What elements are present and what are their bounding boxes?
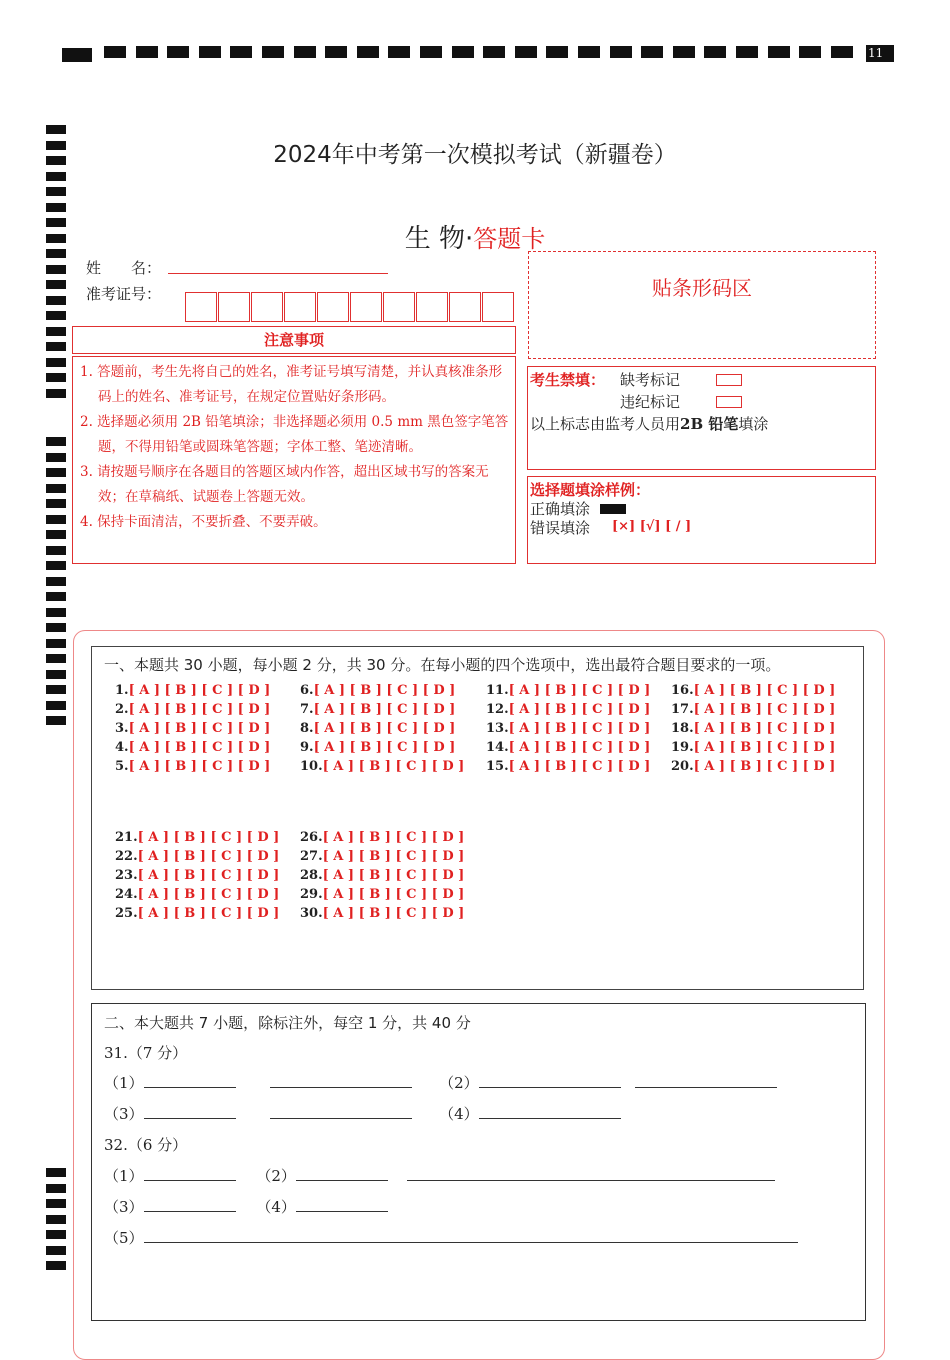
wrong-marks: [×] [√] [ / ] <box>612 519 692 534</box>
answer-blank[interactable] <box>479 1104 621 1119</box>
timing-mark <box>46 373 66 382</box>
timing-mark <box>46 203 66 212</box>
question-row[interactable] <box>300 681 464 700</box>
question-row[interactable] <box>300 847 464 866</box>
question-row[interactable] <box>671 700 835 719</box>
question-row[interactable] <box>486 681 650 700</box>
violation-label: 违纪标记 <box>620 393 681 411</box>
section2-box <box>91 1003 866 1321</box>
timing-mark <box>62 48 92 62</box>
timing-mark <box>673 46 695 58</box>
answer-blank[interactable] <box>270 1073 412 1088</box>
timing-mark <box>46 623 66 632</box>
question-number: 18. <box>671 721 694 736</box>
answer-options[interactable]: [ A ] [ B ] [ C ] [ D ] <box>508 721 651 736</box>
answer-blank[interactable] <box>270 1104 412 1119</box>
q32-row3 <box>104 1227 798 1248</box>
question-number: 15. <box>486 759 509 774</box>
timing-mark <box>641 46 663 58</box>
question-number: 8. <box>300 721 314 736</box>
answer-blank[interactable] <box>144 1166 236 1181</box>
question-row[interactable] <box>115 719 270 738</box>
question-column <box>671 681 835 776</box>
timing-mark <box>483 46 505 58</box>
timing-mark <box>46 484 66 493</box>
question-row[interactable] <box>300 904 464 923</box>
question-number: 6. <box>300 683 314 698</box>
timing-mark <box>262 46 284 58</box>
answer-options[interactable]: [ A ] [ B ] [ C ] [ D ] <box>137 887 280 902</box>
answer-options[interactable]: [ A ] [ B ] [ C ] [ D ] <box>137 830 280 845</box>
question-row[interactable] <box>671 681 835 700</box>
question-number: 26. <box>300 830 323 845</box>
question-row[interactable] <box>486 700 650 719</box>
answer-options[interactable]: [ A ] [ B ] [ C ] [ D ] <box>693 721 836 736</box>
id-digit-cell[interactable] <box>251 292 283 322</box>
timing-mark <box>388 46 410 58</box>
question-number: 20. <box>671 759 694 774</box>
q31-row1 <box>104 1072 777 1093</box>
answer-blank[interactable] <box>407 1166 775 1181</box>
id-digit-cell[interactable] <box>383 292 415 322</box>
question-number: 27. <box>300 849 323 864</box>
question-number: 9. <box>300 740 314 755</box>
part-label: （5） <box>104 1229 144 1247</box>
timing-mark <box>136 46 158 58</box>
timing-mark <box>452 46 474 58</box>
question-row[interactable] <box>671 757 835 776</box>
question-row[interactable] <box>300 885 464 904</box>
q32-label: 32.（6 分） <box>104 1136 188 1154</box>
timing-mark <box>46 685 66 694</box>
question-number: 17. <box>671 702 694 717</box>
question-row[interactable] <box>115 828 279 847</box>
id-digit-cell[interactable] <box>317 292 349 322</box>
answer-blank[interactable] <box>296 1197 388 1212</box>
part-label: （4） <box>439 1105 479 1123</box>
forbid-note-text: 以上标志由监考人员用 <box>530 415 681 433</box>
timing-mark <box>46 1168 66 1177</box>
question-row[interactable] <box>671 719 835 738</box>
question-number: 11. <box>486 683 509 698</box>
question-column <box>486 681 650 776</box>
timing-mark <box>46 1261 66 1270</box>
question-number: 7. <box>300 702 314 717</box>
q31-row2 <box>104 1103 621 1124</box>
notes-title-box <box>72 326 516 354</box>
timing-mark <box>46 1184 66 1193</box>
answer-blank[interactable] <box>296 1166 388 1181</box>
answer-options[interactable]: [ A ] [ B ] [ C ] [ D ] <box>693 740 836 755</box>
note-item: 2. 选择题必须用 2B 铅笔填涂；非选择题必须用 0.5 mm 黑色签字笔答题，不得用铅笔或圆珠笔答题；字体工整、笔迹清晰。 <box>80 414 509 455</box>
id-digit-cell[interactable] <box>350 292 382 322</box>
answer-options[interactable]: [ A ] [ B ] [ C ] [ D ] <box>322 906 465 921</box>
answer-options[interactable]: [ A ] [ B ] [ C ] [ D ] <box>508 702 651 717</box>
timing-mark <box>46 592 66 601</box>
part-label: （3） <box>104 1105 144 1123</box>
question-number: 16. <box>671 683 694 698</box>
question-number: 28. <box>300 868 323 883</box>
correct-fill-sample <box>600 504 626 514</box>
name-field[interactable] <box>168 273 388 274</box>
timing-mark <box>799 46 821 58</box>
timing-mark <box>736 46 758 58</box>
correct-label: 正确填涂 <box>530 500 591 518</box>
note-item: 1. 答题前，考生先将自己的姓名，准考证号填写清楚，并认真核准条形码上的姓名、准考证号，在规定位置贴好条形码。 <box>80 364 503 405</box>
answer-options[interactable]: [ A ] [ B ] [ C ] [ D ] <box>128 683 271 698</box>
timing-mark <box>46 654 66 663</box>
forbid-note-end: 填涂 <box>738 415 769 433</box>
part-label: （3） <box>104 1198 144 1216</box>
question-row[interactable] <box>115 681 270 700</box>
id-label: 准考证号： <box>86 285 162 303</box>
question-number: 30. <box>300 906 323 921</box>
answer-blank[interactable] <box>479 1073 621 1088</box>
absent-label: 缺考标记 <box>620 371 681 389</box>
wrong-label: 错误填涂 <box>530 519 591 537</box>
question-row[interactable] <box>486 757 650 776</box>
question-number: 13. <box>486 721 509 736</box>
timing-mark <box>46 1230 66 1239</box>
timing-mark <box>46 515 66 524</box>
section1-header: 一、本题共 30 小题，每小题 2 分，共 30 分。在每小题的四个选项中，选出最符合题目要求的一项。 <box>104 656 781 674</box>
notes-list <box>80 360 514 535</box>
question-number: 1. <box>115 683 129 698</box>
card-label: 答题卡 <box>473 225 546 253</box>
question-number: 10. <box>300 759 323 774</box>
question-number: 25. <box>115 906 138 921</box>
forbid-note <box>530 413 768 434</box>
forbid-label: 考生禁填： <box>530 371 606 389</box>
answer-blank[interactable] <box>144 1073 236 1088</box>
timing-mark <box>46 639 66 648</box>
part-label: （2） <box>256 1167 296 1185</box>
question-number: 5. <box>115 759 129 774</box>
id-digit-cell[interactable] <box>284 292 316 322</box>
part-label: （4） <box>256 1198 296 1216</box>
timing-mark <box>546 46 568 58</box>
question-column <box>115 828 279 923</box>
exam-title: 2024年中考第一次模拟考试（新疆卷） <box>273 142 677 168</box>
answer-options[interactable]: [ A ] [ B ] [ C ] [ D ] <box>508 740 651 755</box>
timing-mark <box>104 46 126 58</box>
answer-options[interactable]: [ A ] [ B ] [ C ] [ D ] <box>313 702 456 717</box>
subject-separator: · <box>465 224 474 254</box>
question-number: 4. <box>115 740 129 755</box>
timing-mark <box>46 187 66 196</box>
side-timing-marks-lower <box>46 1168 66 1277</box>
part-label: （1） <box>104 1167 144 1185</box>
timing-mark <box>199 46 221 58</box>
timing-mark <box>46 716 66 725</box>
question-row[interactable] <box>300 738 464 757</box>
q32-row2 <box>104 1196 388 1217</box>
question-number: 22. <box>115 849 138 864</box>
timing-mark <box>167 46 189 58</box>
answer-options[interactable]: [ A ] [ B ] [ C ] [ D ] <box>313 683 456 698</box>
name-label: 姓 名： <box>86 259 162 277</box>
timing-mark <box>230 46 252 58</box>
timing-mark <box>46 437 66 446</box>
question-row[interactable] <box>671 738 835 757</box>
timing-mark <box>46 1215 66 1224</box>
id-digit-cell[interactable] <box>482 292 514 322</box>
timing-mark <box>46 670 66 679</box>
barcode-label: 贴条形码区 <box>652 276 752 300</box>
top-timing-marks <box>62 46 902 62</box>
timing-mark <box>46 530 66 539</box>
timing-mark <box>831 46 853 58</box>
timing-mark <box>768 46 790 58</box>
barcode-area[interactable] <box>528 251 876 359</box>
question-row[interactable] <box>300 828 464 847</box>
side-timing-marks-middle <box>46 437 66 732</box>
id-digit-cell[interactable] <box>449 292 481 322</box>
timing-mark <box>46 453 66 462</box>
question-row[interactable] <box>300 757 464 776</box>
timing-mark <box>515 46 537 58</box>
answer-options[interactable]: [ A ] [ B ] [ C ] [ D ] <box>137 906 280 921</box>
id-digit-cell[interactable] <box>416 292 448 322</box>
timing-mark <box>46 265 66 274</box>
question-row[interactable] <box>115 700 270 719</box>
answer-blank[interactable] <box>144 1104 236 1119</box>
answer-options[interactable]: [ A ] [ B ] [ C ] [ D ] <box>322 830 465 845</box>
timing-mark <box>610 46 632 58</box>
timing-mark <box>420 46 442 58</box>
question-row[interactable] <box>300 719 464 738</box>
question-number: 23. <box>115 868 138 883</box>
sample-label: 选择题填涂样例： <box>530 481 651 499</box>
question-number: 21. <box>115 830 138 845</box>
answer-options[interactable]: [ A ] [ B ] [ C ] [ D ] <box>128 759 271 774</box>
note-item: 3. 请按题号顺序在各题目的答题区域内作答，超出区域书写的答案无效；在草稿纸、试题卷上答题无效。 <box>80 464 489 505</box>
page-number: 11 <box>866 45 894 62</box>
timing-mark <box>294 46 316 58</box>
question-column <box>115 681 270 776</box>
subject-name: 生 物 <box>404 224 465 254</box>
answer-blank[interactable] <box>635 1073 777 1088</box>
sample-box <box>527 476 876 564</box>
timing-mark <box>46 172 66 181</box>
timing-mark <box>46 701 66 710</box>
answer-options[interactable]: [ A ] [ B ] [ C ] [ D ] <box>322 849 465 864</box>
forbid-box <box>527 366 876 470</box>
question-row[interactable] <box>115 847 279 866</box>
timing-mark <box>46 1246 66 1255</box>
timing-mark <box>46 358 66 367</box>
answer-options[interactable]: [ A ] [ B ] [ C ] [ D ] <box>137 849 280 864</box>
question-row[interactable] <box>486 738 650 757</box>
answer-options[interactable]: [ A ] [ B ] [ C ] [ D ] <box>322 868 465 883</box>
answer-options[interactable]: [ A ] [ B ] [ C ] [ D ] <box>693 683 836 698</box>
timing-mark <box>46 389 66 398</box>
answer-options[interactable]: [ A ] [ B ] [ C ] [ D ] <box>313 740 456 755</box>
subject-title <box>0 218 950 255</box>
answer-options[interactable]: [ A ] [ B ] [ C ] [ D ] <box>508 759 651 774</box>
timing-mark <box>46 561 66 570</box>
question-number: 12. <box>486 702 509 717</box>
answer-options[interactable]: [ A ] [ B ] [ C ] [ D ] <box>322 759 465 774</box>
timing-mark <box>357 46 379 58</box>
question-column <box>300 828 464 923</box>
timing-mark <box>46 468 66 477</box>
q31-label: 31.（7 分） <box>104 1044 188 1062</box>
timing-mark <box>704 46 726 58</box>
answer-options[interactable]: [ A ] [ B ] [ C ] [ D ] <box>693 702 836 717</box>
answer-blank[interactable] <box>144 1197 236 1212</box>
question-row[interactable] <box>115 757 270 776</box>
answer-options[interactable]: [ A ] [ B ] [ C ] [ D ] <box>137 868 280 883</box>
question-row[interactable] <box>300 700 464 719</box>
violation-mark-box[interactable] <box>716 396 742 408</box>
answer-blank[interactable] <box>144 1228 798 1243</box>
answer-options[interactable]: [ A ] [ B ] [ C ] [ D ] <box>128 702 271 717</box>
timing-mark <box>325 46 347 58</box>
part-label: （2） <box>439 1074 479 1092</box>
timing-mark <box>46 342 66 351</box>
timing-mark <box>46 327 66 336</box>
forbid-note-bold: 2B 铅笔 <box>680 415 739 433</box>
question-row[interactable] <box>115 904 279 923</box>
question-row[interactable] <box>300 866 464 885</box>
question-row[interactable] <box>115 738 270 757</box>
answer-options[interactable]: [ A ] [ B ] [ C ] [ D ] <box>508 683 651 698</box>
timing-mark <box>46 499 66 508</box>
question-number: 2. <box>115 702 129 717</box>
answer-options[interactable]: [ A ] [ B ] [ C ] [ D ] <box>128 740 271 755</box>
timing-mark <box>46 280 66 289</box>
answer-options[interactable]: [ A ] [ B ] [ C ] [ D ] <box>313 721 456 736</box>
timing-mark <box>46 125 66 134</box>
answer-options[interactable]: [ A ] [ B ] [ C ] [ D ] <box>128 721 271 736</box>
question-number: 24. <box>115 887 138 902</box>
question-row[interactable] <box>115 866 279 885</box>
timing-mark <box>46 296 66 305</box>
timing-mark <box>46 311 66 320</box>
timing-mark <box>46 577 66 586</box>
timing-mark <box>46 1199 66 1208</box>
q32-row1 <box>104 1165 775 1186</box>
answer-options[interactable]: [ A ] [ B ] [ C ] [ D ] <box>322 887 465 902</box>
absent-mark-box[interactable] <box>716 374 742 386</box>
part-label: （1） <box>104 1074 144 1092</box>
id-digit-cell[interactable] <box>218 292 250 322</box>
question-number: 3. <box>115 721 129 736</box>
timing-mark <box>46 546 66 555</box>
question-row[interactable] <box>486 719 650 738</box>
question-number: 14. <box>486 740 509 755</box>
notes-title: 注意事项 <box>263 331 324 349</box>
answer-options[interactable]: [ A ] [ B ] [ C ] [ D ] <box>693 759 836 774</box>
timing-mark <box>578 46 600 58</box>
timing-mark <box>46 608 66 617</box>
question-column <box>300 681 464 776</box>
id-number-cells[interactable] <box>185 292 515 322</box>
question-number: 29. <box>300 887 323 902</box>
section2-header: 二、本大题共 7 小题，除标注外，每空 1 分，共 40 分 <box>104 1014 471 1032</box>
note-item: 4. 保持卡面清洁，不要折叠、不要弄破。 <box>80 514 327 530</box>
question-number: 19. <box>671 740 694 755</box>
question-row[interactable] <box>115 885 279 904</box>
id-digit-cell[interactable] <box>185 292 217 322</box>
